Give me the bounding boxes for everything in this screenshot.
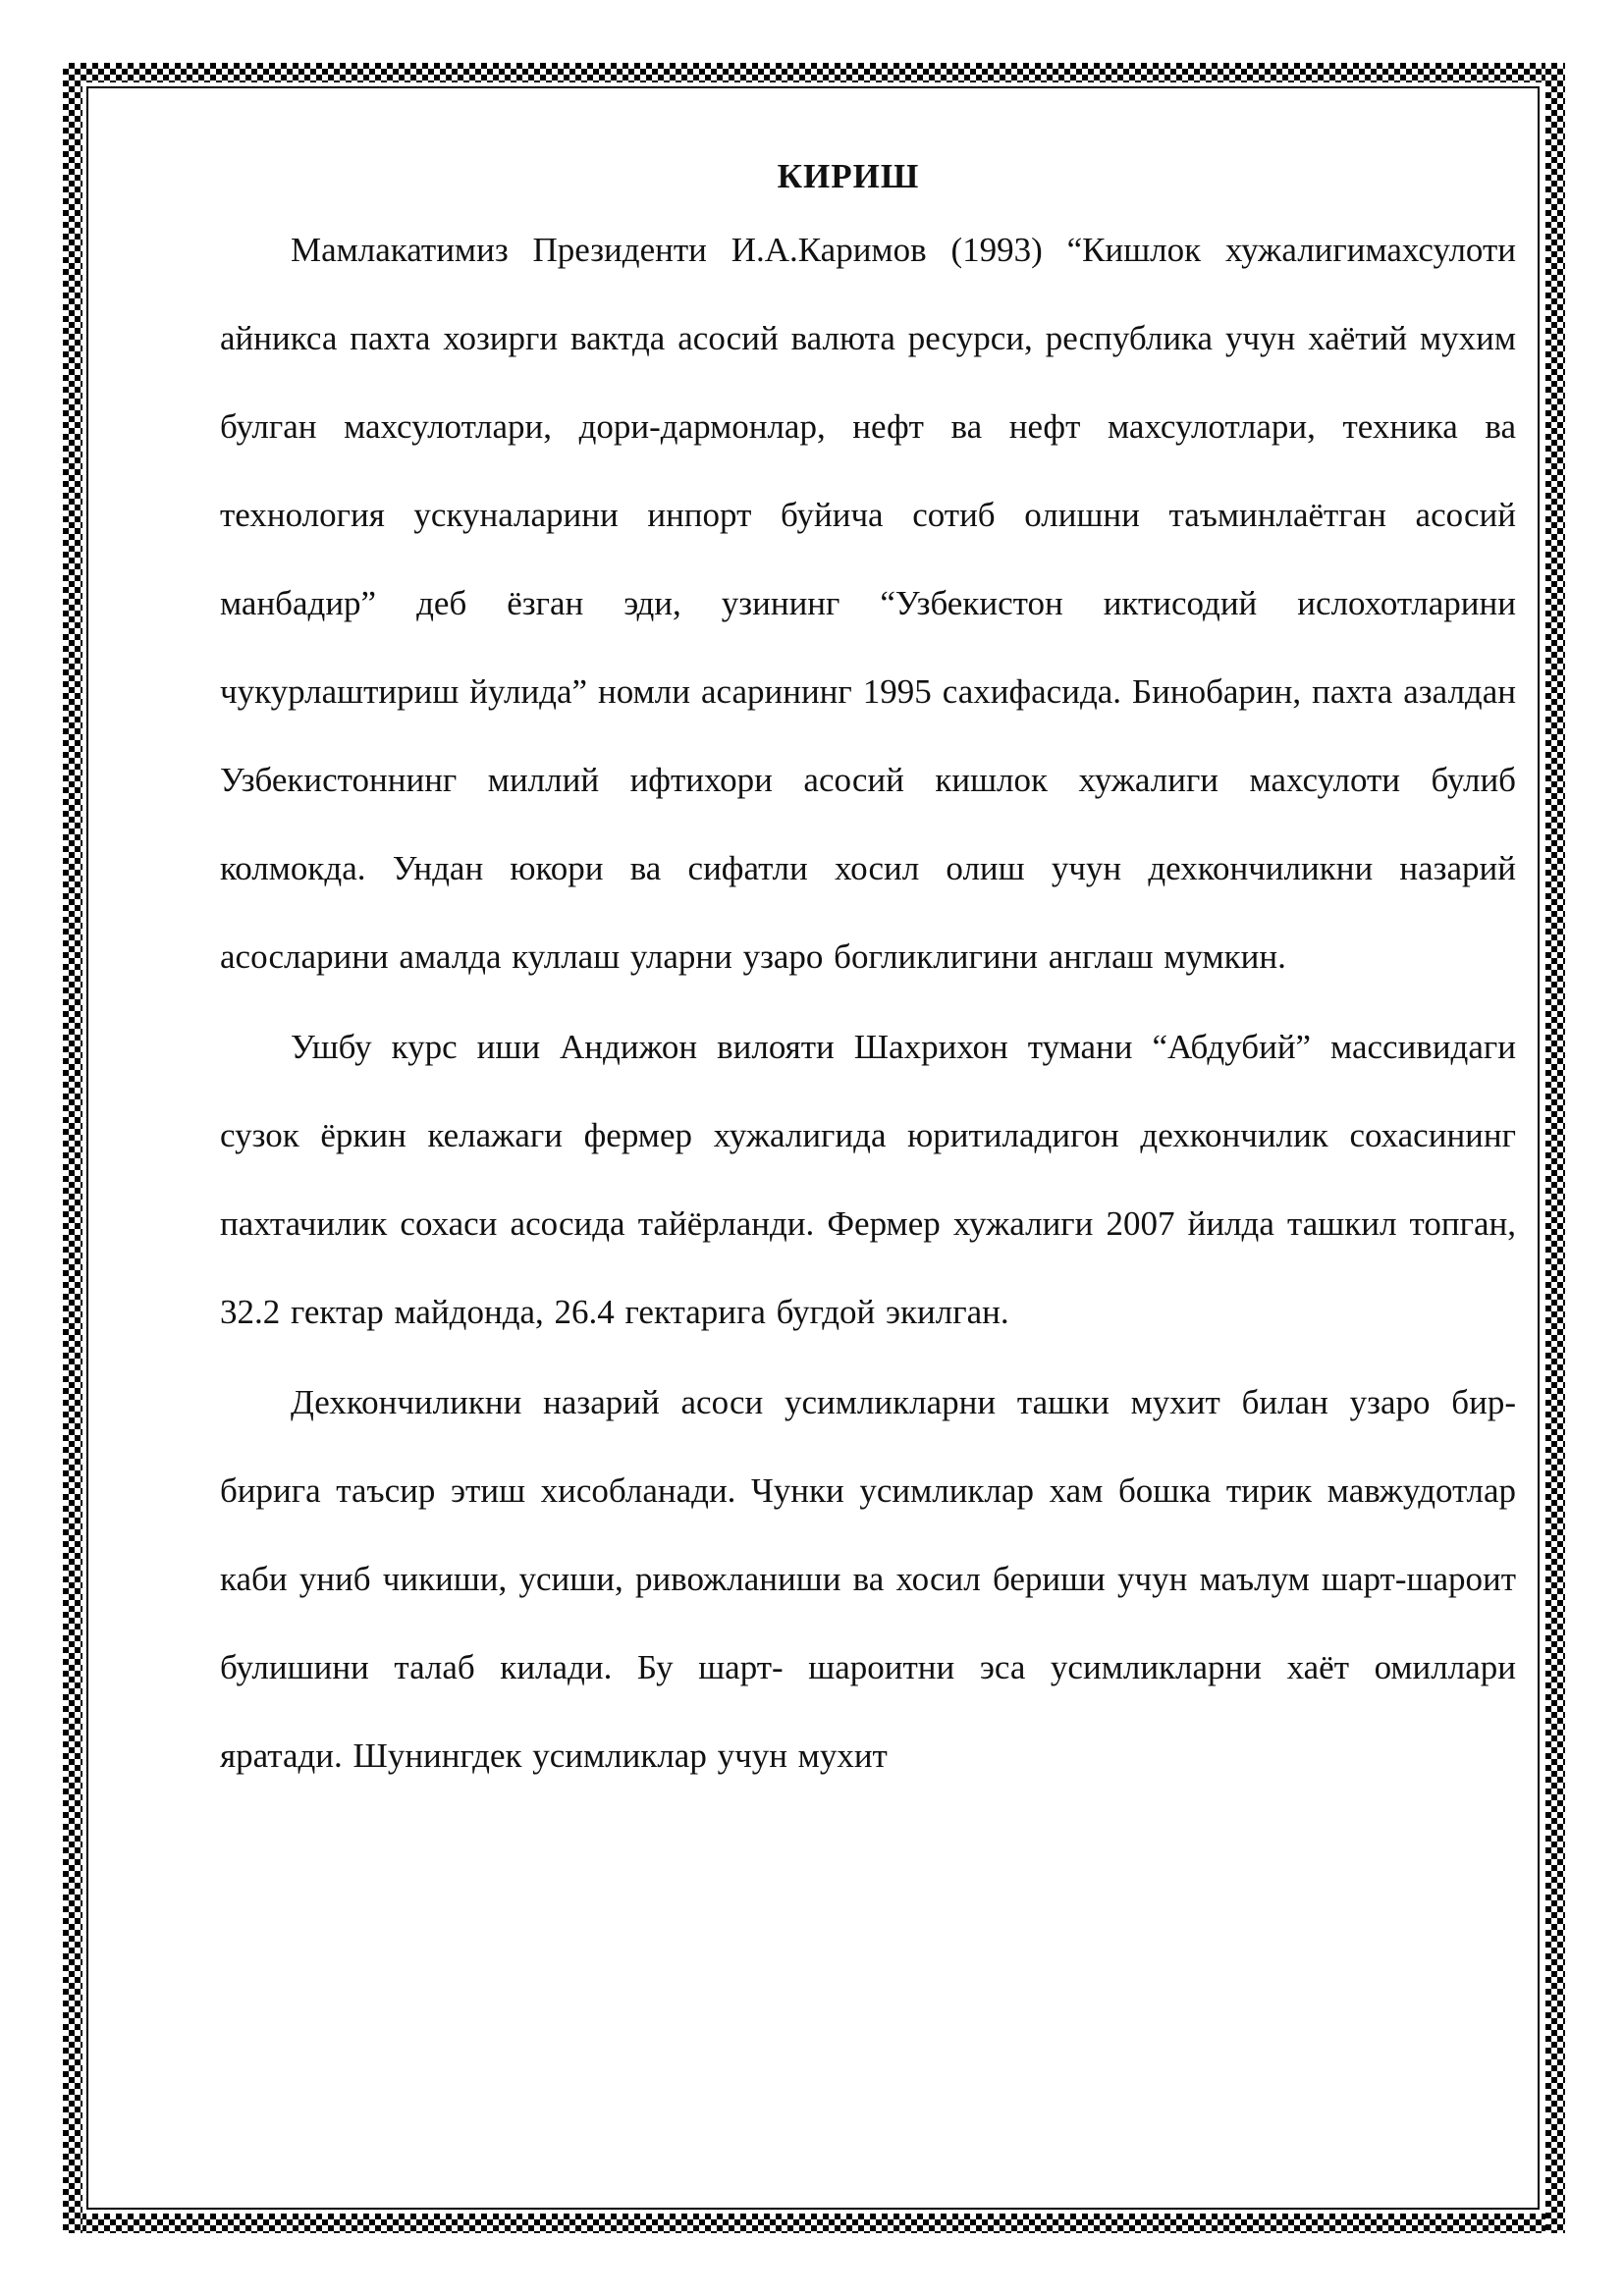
paragraph-theory: Дехкончиликни назарий асоси усимликларни ташки мухит билан узаро бир-бирига таъсир этиш хисобланади. Чунки усимликлар хам бошка тирик мавжудотлар каби униб чикиши, усиши, ривожланиши ва хосил бериши учун маълум шарт-шароит булишини талаб килади. Бу шарт- шароитни эса усимликларни хаёт омиллари яратади. Шунингдек усимликлар учун мухит [220,1383,1516,1775]
document-body [220,147,1516,1800]
paragraph-course-work: Ушбу курс иши Андижон вилояти Шахрихон тумани “Абдубий” массивидаги сузок ёркин келажаги фермер хужалигида юритиладигон дехкончилик сохасининг пахтачилик сохаси асосида тайёрланди. Фермер хужалиги 2007 йилда ташкил топган, 32.2 гектар майдонда, 26.4 гектарига бугдой экилган. [220,1028,1516,1331]
page-title: КИРИШ [777,157,920,195]
page-border-right [1545,63,1565,2233]
page-border-top [63,63,1565,82]
paragraph-intro: Мамлакатимиз Президенти И.А.Каримов (1993) “Кишлок хужалигимахсулоти айникса пахта хозирги вактда асосий валюта ресурси, республика учун хаётий мухим булган махсулотлари, дори-дармонлар, нефт ва нефт махсулотлари, техника ва технология ускуналарини инпорт буйича сотиб олишни таъминлаётган асосий манбадир” деб ёзган эди, узининг “Узбекистон иктисодий ислохотларини чукурлаштириш йулида” номли асарининг 1995 сахифасида. Бинобарин, пахта азалдан Узбекистоннинг миллий ифтихори асосий кишлок хужалиги махсулоти булиб колмокда. Ундан юкори ва сифатли хосил олиш учун дехкончиликни назарий асосларини амалда куллаш уларни узаро богликлигини англаш мумкин. [220,231,1516,976]
page-border-bottom [63,2214,1565,2233]
page-border-left [63,63,82,2233]
